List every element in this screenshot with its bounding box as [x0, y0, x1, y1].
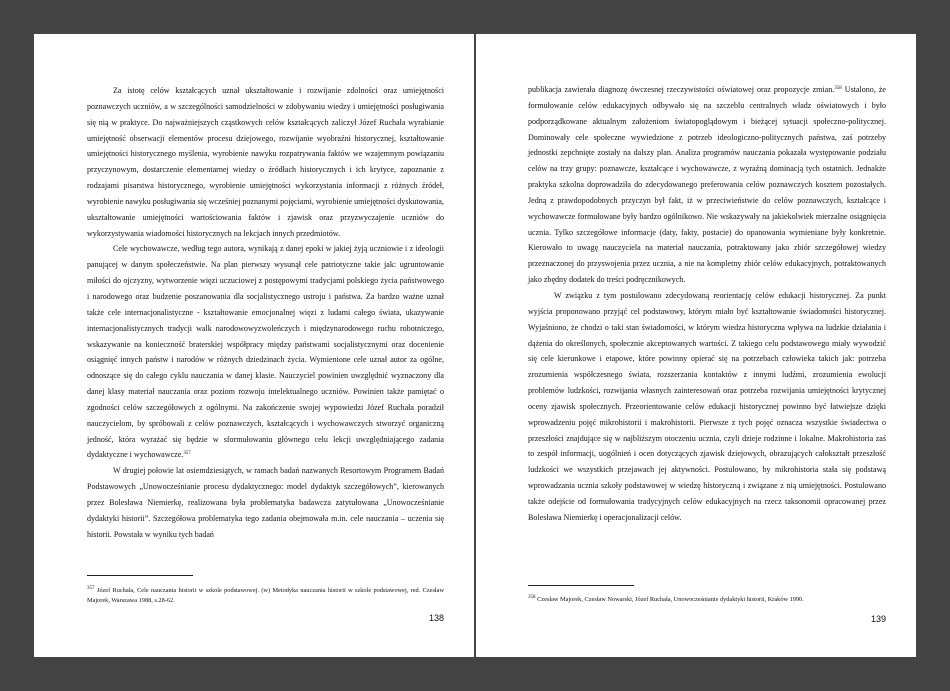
footnote: $^{358}$ Czesław Majorek, Czesław Nowarski, Józef Ruchała, Unowocześnianie dydaktyki historii, Kraków 1990. — [528, 595, 804, 603]
footnote-mark: 358 — [528, 595, 536, 600]
page-number: 139 — [870, 614, 886, 624]
footnote-reference[interactable]: 358 — [834, 86, 842, 91]
right-page — [476, 34, 916, 657]
left-page — [34, 34, 474, 657]
footnote-reference[interactable]: 357 — [183, 451, 191, 457]
paragraph-continuation: publikacja zawierała diagnozę ówczesnej rzeczywistości oświatowej oraz propozycje zmian.$^{358}$ Ustalono, że formułowanie celów edukacyjnych odbywało się na szczeblu centralnych władz oświatowych i było podporządkowane aktualnym założeniom światopoglądowym i bieżącej sytuacji społeczno-politycznej. Dominowały cele społeczne wywiedzione z potrzeb ideologiczno-politycznych państwa, zaś potrzeby jednostki zepchnięte zostały na dalszy plan. Analiza programów nauczania pokazała występowanie podziału celów na trzy grupy: poznawcze, kształcące i wychowawcze, z wyraźną dominacją tych ostatnich. Jednakże praktyka szkolna doprowadziła do zdecydowanego preferowania celów poznawczych kosztem pozostałych. Jedną z prawdopodobnych przyczyn był fakt, iż w przeciwieństwie do celów poznawczych, kształcące i wychowawcze formułowane były bardzo ogólnikowo. Nie wskazywały na jakiekolwiek mierzalne osiągnięcia ucznia. Tylko szczegółowe informacje (daty, fakty, postacie) do opanowania wymieniane były konkretnie. Kierowało to uwagę nauczyciela na materiał nauczania, potraktowany jako zbiór szczegółowej wiedzy przeznaczonej do przyswojenia przez ucznia, a nie na kompletny zbiór celów edukacyjnych, potraktowanych jako zbędny dodatek do treści podręcznikowych. — [528, 85, 886, 285]
paragraph: W drugiej połowie lat osiemdziesiątych, w ramach badań nazwanych Resortowym Programem Badań Podstawowych „Unowocześnianie procesu dydaktycznego: model dydaktyk szczegółowych”, kierowanych przez Bolesława Niemierkę, realizowana była problematyka badawcza zatytułowana „Unowocześnianie dydaktyki historii”. Szczegółowa problematyka tego zadania obejmowała m.in. cele nauczania – uczenia się historii. Powstała w wyniku tych badań — [87, 466, 444, 539]
left-page-body — [87, 83, 444, 542]
paragraph: W związku z tym postulowano zdecydowaną reorientację celów edukacji historycznej. Za punkt wyjścia proponowano przyjąć cel podstawowy, którym miało być kształtowanie świadomości historycznej. Wyjaśniono, że chodzi o taki stan świadomości, w którym wiedza historyczna wpływa na ludzkie działania i dążenia do określonych, społecznie akceptowanych wartości. Z takiego celu podstawowego miały wywodzić się cele kierunkowe i etapowe, które powinny opierać się na potrzebach człowieka takich jak: potrzeba zrozumienia współczesnego świata, rozszerzania kontaktów z innymi ludźmi, zrozumienia ewolucji problemów ludzkości, rozwijania własnych zainteresowań oraz potrzeba rozwijania umiejętności krytycznej oceny zjawisk społecznych. Przeorientowanie celów edukacji historycznej powinno być łatwiejsze dzięki wprowadzeniu pojęć mikrohistorii i makrohistorii. Pierwsze z tych pojęć oznacza wszystkie świadectwa o przeszłości znajdujące się w najbliższym otoczeniu ucznia, czyli dzieje rodzinne i lokalne. Makrohistoria zaś to zespół informacji, uogólnień i ocen dotyczących zjawisk dziejowych, obrazujących całokształt przeszłość ludzkości we wszystkich przejawach jej aktywności. Postulowano, by mikrohistoria stała się podstawą wprowadzania ucznia szkoły podstawowej w wiedzę historyczną i związane z nią umiejętności. Postulowano także odejście od formułowania tradycyjnych celów edukacyjnych na rzecz taksonomii opracowanej przez Bolesława Niemierkę i operacjonalizacji celów. — [528, 290, 886, 522]
footnote: $^{357}$ Józef Ruchała, Cele nauczania historii w szkole podstawowej. (w) Metodyka nauczania historii w szkole podstawowej, red. Czesław Majorek, Warszawa 1988, s.28-62. — [87, 586, 444, 604]
page-number: 138 — [428, 613, 444, 623]
footnote-separator — [87, 575, 193, 576]
footnote-separator — [528, 585, 634, 586]
footnote-mark: 357 — [87, 586, 95, 591]
paragraph: Cele wychowawcze, według tego autora, wynikają z danej epoki w jakiej żyją uczniowie i z ideologii panującej w danym społeczeństwie. Na plan pierwszy wysunął cele patriotyczne takie jak: ugruntowanie miłości do ojczyzny, wytworzenie więzi uczuciowej z postępowymi tradycjami polskiego życia państwowego i narodowego oraz budzenie poszanowania dla socjalistycznego ustroju i państwa. Za bardzo ważne uznał także cele internacjonalistyczne - kształtowanie emocjonalnej więzi z ludami całego świata, ukazywanie internacjonalistycznych tradycji walk narodowowyzwoleńczych i międzynarodowego ruchu robotniczego, wskazywanie na konieczność braterskiej współpracy między państwami socjalistycznymi oraz docenienie osiągnięć innych państw i narodów w różnych dziedzinach życia. Wymienione cele uznał autor za ogólne, odnoszące się do całego cyklu nauczania w danej klasie. Nauczyciel powinien uwzględnić wyznaczony dla danej klasy materiał nauczania oraz poziom rozwoju intelektualnego uczniów. Powinien także pamiętać o zgodności celów szczegółowych z ogólnymi. Na zakończenie swojej wypowiedzi Józef Ruchała poradził nauczycielom, by spróbowali z celów poznawczych, kształcących i wychowawczych stworzyć organiczną jedność, która wyrażać się będzie w sformułowaniu głównego celu lekcji uwzględniającego zadania dydaktyczne i wychowawcze.$^{357}$ — [87, 244, 444, 460]
paragraph: Za istotę celów kształcących uznał ukształtowanie i rozwijanie zdolności oraz umiejętności poznawczych uczniów, a w szczególności samodzielności w zdobywaniu wiedzy i umiejętności posługiwania się nią w praktyce. Do najważniejszych cząstkowych celów kształcących zaliczył Józef Ruchała wyrabianie umiejętność obserwacji elementów procesu dziejowego, rozwijanie wyobraźni historycznej, kształtowanie umiejętności historycznego myślenia, wyrobienie nawyku rozpatrywania faktów we wzajemnym powiązaniu przyczynowym, dostarczenie elementarnej wiedzy o źródłach historycznych i ich krytyce, zapoznanie z rodzajami pisarstwa historycznego, wyrobienie umiejętności wykorzystania informacji z różnych źródeł, wyrobienie nawyku posługiwania się wcześniej poznanymi pojęciami, wyrobienie umiejętności dyskutowania, ukształtowanie umiejętności wartościowania faktów i zjawisk oraz przyzwyczajenie uczniów do wykorzystywania wiadomości historycznych na lekcjach innych przedmiotów. — [87, 86, 444, 238]
right-page-body — [528, 82, 886, 526]
